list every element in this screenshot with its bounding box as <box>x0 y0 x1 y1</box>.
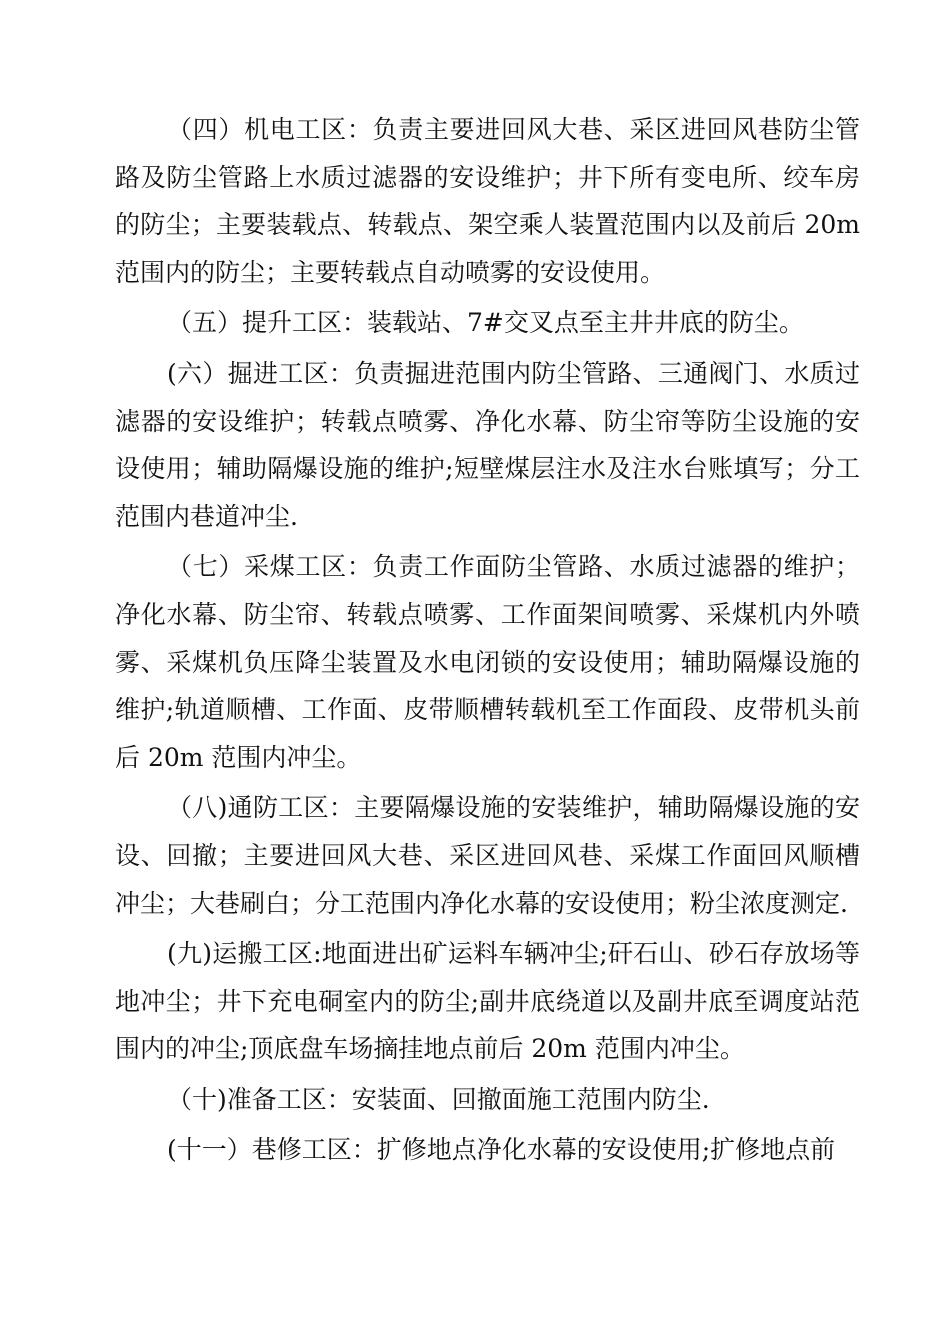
paragraph-transport-area: (九)运搬工区:地面进出矿运料车辆冲尘;矸石山、砂石存放场等地冲尘；井下充电硐室内的防尘;副井底绕道以及副井底至调度站范围内的冲尘;顶底盘车场摘挂地点前后 20m 范围内冲尘。 <box>115 939 860 1064</box>
paragraph-roadway-repair-area: (十一）巷修工区：扩修地点净化水幕的安设使用;扩修地点前 <box>167 1135 836 1165</box>
paragraph-ventilation-area: （八)通防工区：主要隔爆设施的安装维护，辅助隔爆设施的安设、回撤；主要进回风大巷、采区进回风巷、采煤工作面回风顺槽冲尘；大巷刷白；分工范围内净化水幕的安设使用；粉尘浓度测定. <box>115 793 860 918</box>
paragraph-coal-mining-area: （七）采煤工区：负责工作面防尘管路、水质过滤器的维护；净化水幕、防尘帘、转载点喷雾、工作面架间喷雾、采煤机内外喷雾、采煤机负压降尘装置及水电闭锁的安设使用；辅助隔爆设施的维护;轨道顺槽、工作面、皮带顺槽转载机至工作面段、皮带机头前后 20m 范围内冲尘。 <box>115 552 860 772</box>
paragraph-mechanical-electrical-area: （四）机电工区：负责主要进回风大巷、采区进回风巷防尘管路及防尘管路上水质过滤器的安设维护；井下所有变电所、绞车房的防尘；主要装载点、转载点、架空乘人装置范围内以及前后 20m 范围内的防尘；主要转载点自动喷雾的安设使用。 <box>115 115 860 287</box>
document-body <box>115 106 860 1174</box>
paragraph-preparation-area: （十)准备工区：安装面、回撤面施工范围内防尘. <box>167 1084 710 1114</box>
paragraph-hoisting-area: （五）提升工区：装载站、7#交叉点至主井井底的防尘。 <box>167 308 804 338</box>
paragraph-tunneling-area: (六）掘进工区：负责掘进范围内防尘管路、三通阀门、水质过滤器的安设维护；转载点喷雾、净化水幕、防尘帘等防尘设施的安设使用；辅助隔爆设施的维护;短壁煤层注水及注水台账填写；分工范围内巷道冲尘. <box>115 358 860 531</box>
